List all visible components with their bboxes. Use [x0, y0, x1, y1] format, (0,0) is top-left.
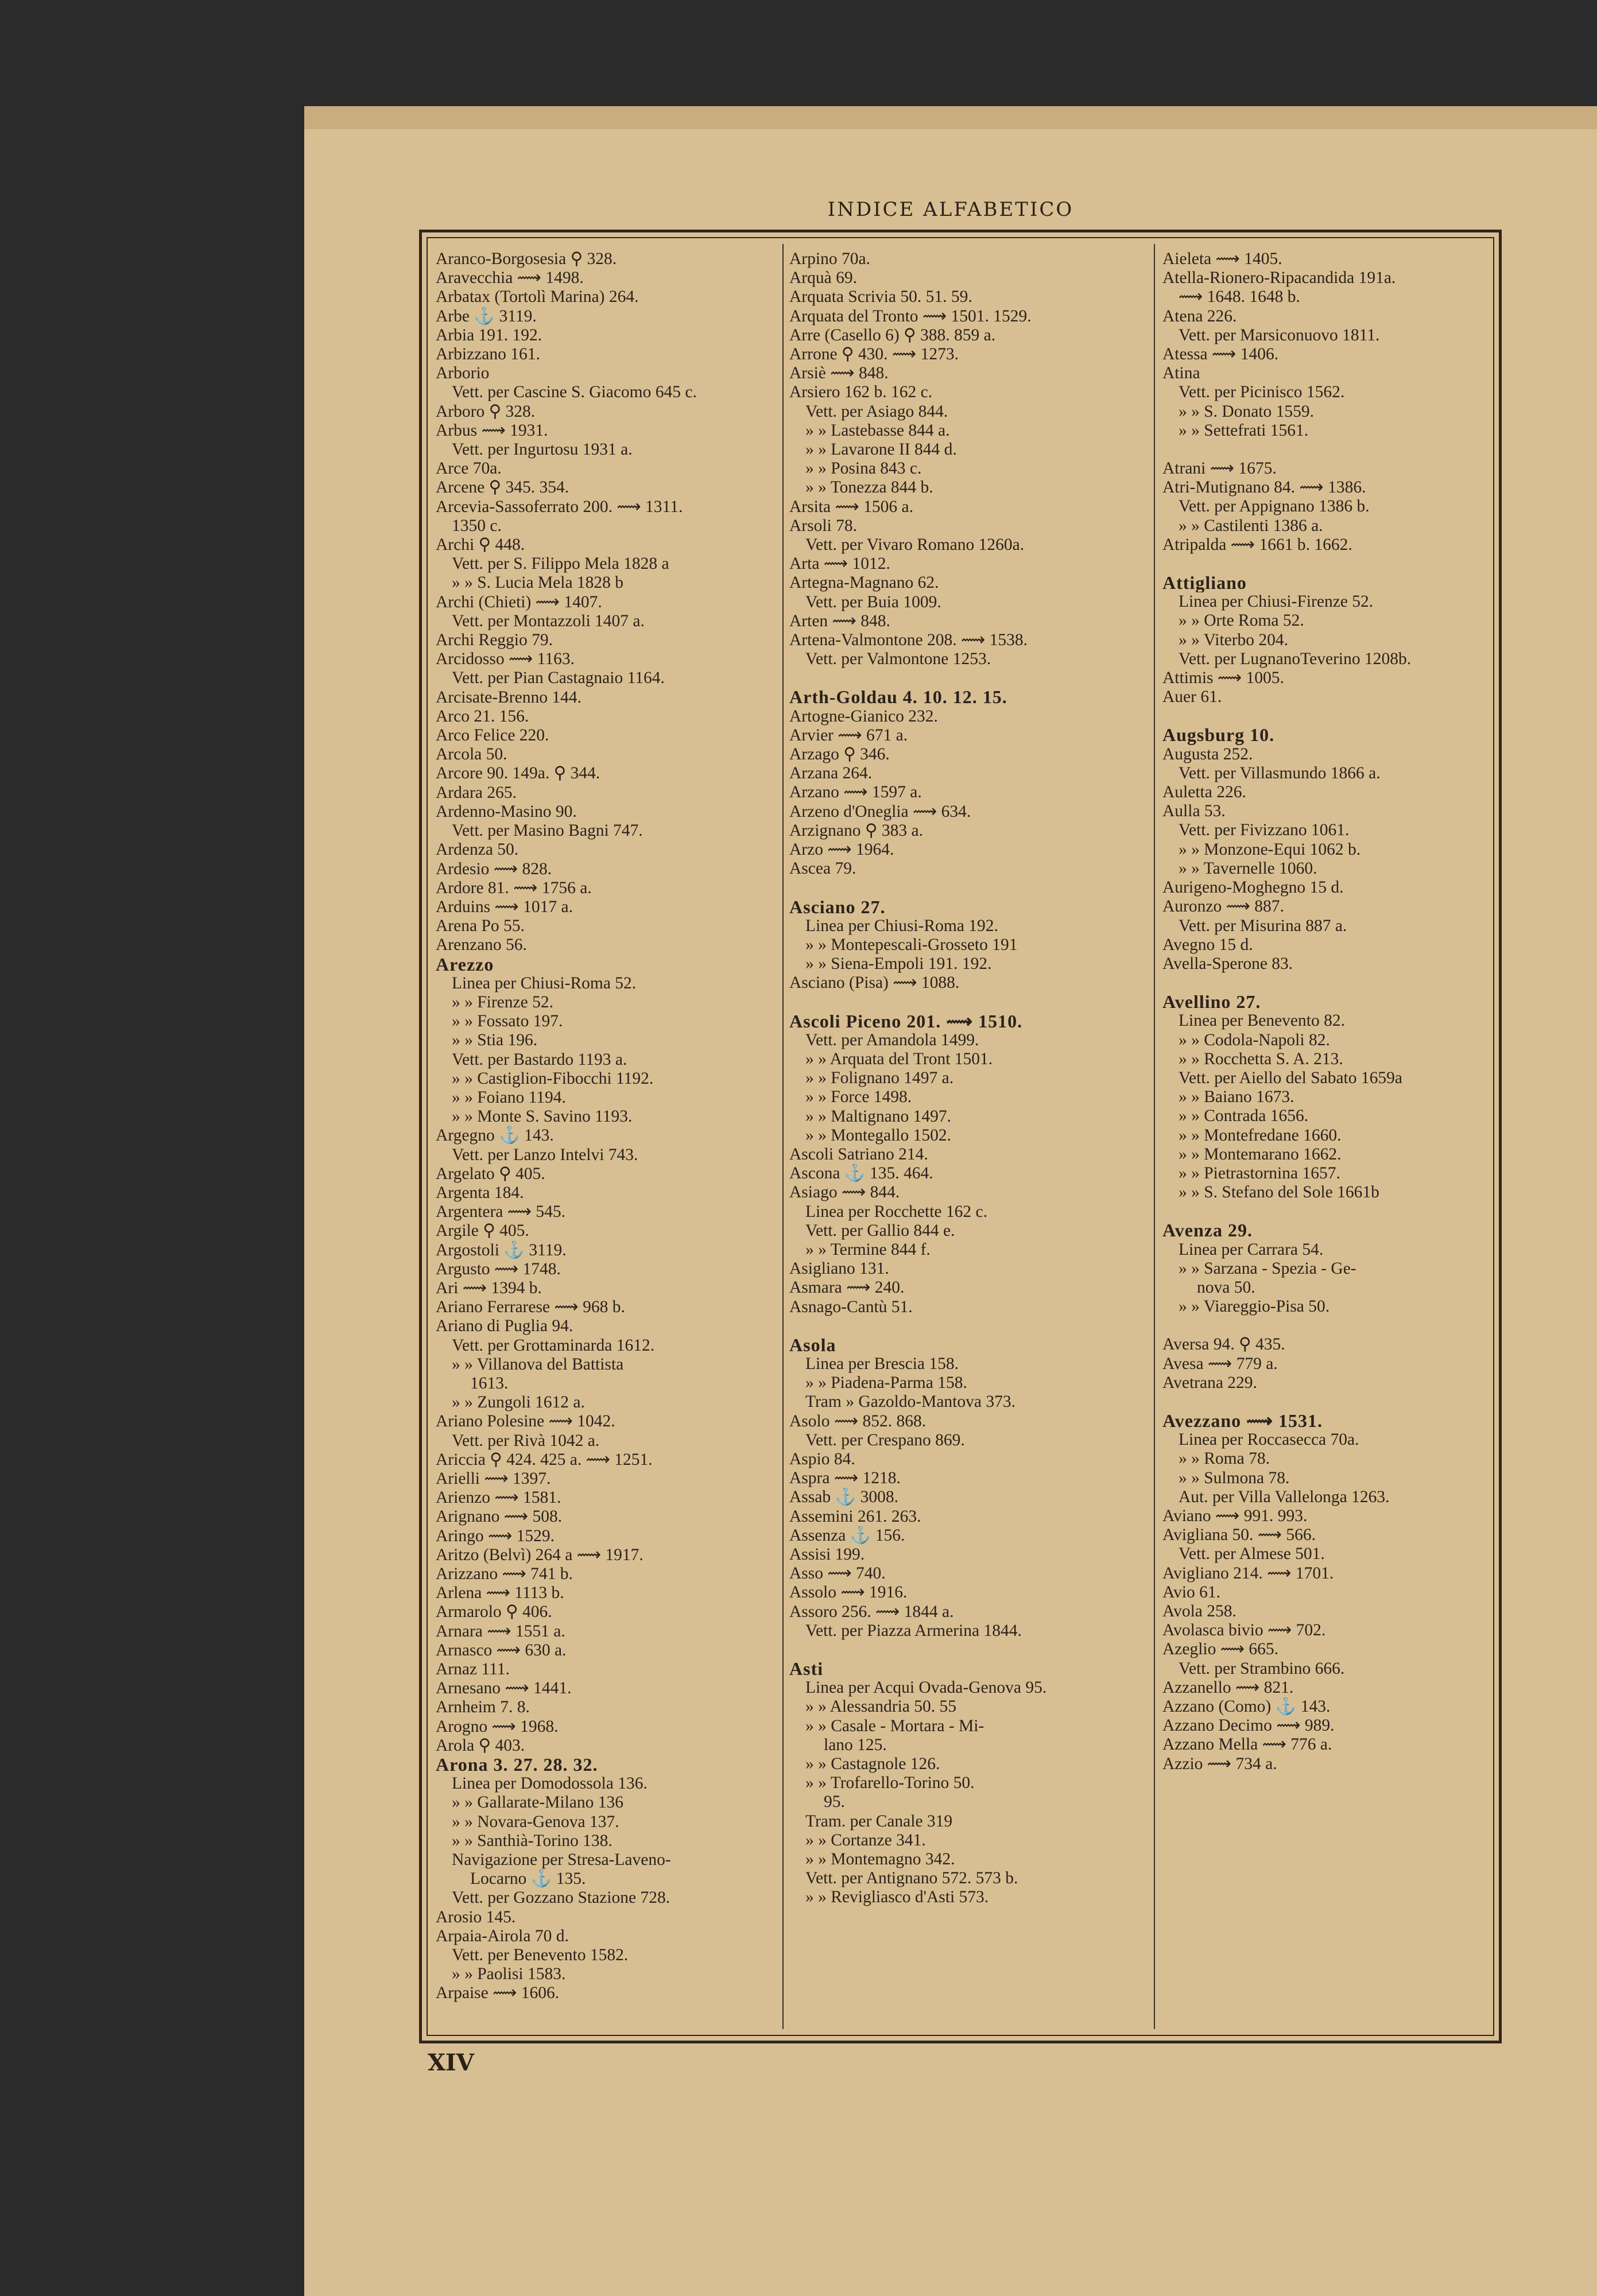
index-entry: Atri-Mutignano 84. ⟿ 1386. — [1162, 478, 1366, 497]
index-entry: Arola ⚲ 403. — [436, 1736, 525, 1755]
index-entry: » » Piadena-Parma 158. — [805, 1374, 967, 1393]
index-entry: Ascea 79. — [789, 859, 856, 878]
index-entry: Aranco-Borgosesia ⚲ 328. — [436, 250, 617, 268]
index-entry: » » Maltignano 1497. — [805, 1107, 952, 1126]
index-entry: Ascona ⚓ 135. 464. — [789, 1164, 933, 1183]
index-entry: Avella-Sperone 83. — [1162, 954, 1293, 973]
page-header: INDICE ALFABETICO — [827, 198, 1074, 221]
index-entry: » » S. Lucia Mela 1828 b — [452, 573, 624, 592]
index-entry: Vett. per Pian Castagnaio 1164. — [452, 669, 665, 688]
index-entry: Tram » Gazoldo-Mantova 373. — [805, 1393, 1015, 1411]
index-entry: Arco 21. 156. — [436, 707, 529, 726]
index-entry: Atessa ⟿ 1406. — [1162, 345, 1279, 364]
index-entry: Asola — [789, 1335, 836, 1355]
index-entry: 1350 c. — [452, 516, 502, 535]
index-entry: Arquata del Tronto ⟿ 1501. 1529. — [789, 307, 1032, 325]
index-entry: Vett. per S. Filippo Mela 1828 a — [452, 554, 669, 573]
index-entry: Avetrana 229. — [1162, 1373, 1257, 1392]
index-entry: » » Castilenti 1386 a. — [1179, 516, 1323, 535]
index-entry: » » Sulmona 78. — [1179, 1468, 1290, 1487]
index-entry: Avesa ⟿ 779 a. — [1162, 1354, 1278, 1373]
index-entry: Avolasca bivio ⟿ 702. — [1162, 1621, 1326, 1640]
index-entry: Arcene ⚲ 345. 354. — [436, 478, 569, 497]
index-entry: » » Viareggio-Pisa 50. — [1179, 1297, 1330, 1316]
index-entry: » » Montepescali-Grosseto 191 — [805, 935, 1018, 954]
index-entry: Arborio — [436, 364, 490, 383]
index-entry: Linea per Rocchette 162 c. — [805, 1202, 987, 1221]
index-entry: » » Settefrati 1561. — [1179, 421, 1309, 440]
index-entry: » » Montemagno 342. — [805, 1850, 955, 1869]
index-entry: Arosio 145. — [436, 1907, 516, 1926]
index-entry — [1162, 440, 1484, 459]
index-entry: Aravecchia ⟿ 1498. — [436, 269, 584, 288]
index-entry: Assolo ⟿ 1916. — [789, 1583, 908, 1602]
index-entry: » » Zungoli 1612 a. — [452, 1393, 585, 1412]
index-entry: » » Contrada 1656. — [1179, 1107, 1309, 1126]
index-entry: Avenza 29. — [1162, 1221, 1253, 1240]
index-entry: Avigliano 214. ⟿ 1701. — [1162, 1564, 1334, 1583]
index-entry: Assisi 199. — [789, 1545, 865, 1564]
index-entry: » » Tonezza 844 b. — [805, 478, 933, 497]
index-entry: Vett. per Piazza Armerina 1844. — [805, 1621, 1022, 1640]
index-entry: Augsburg 10. — [1162, 726, 1275, 745]
index-entry: Aut. per Villa Vallelonga 1263. — [1179, 1487, 1390, 1506]
index-entry: Arbizzano 161. — [436, 345, 540, 364]
index-entry: Ardesio ⟿ 828. — [436, 859, 552, 878]
index-entry: Auletta 226. — [1162, 783, 1246, 802]
index-entry: Aversa 94. ⚲ 435. — [1162, 1335, 1285, 1354]
index-entry: Arquà 69. — [789, 269, 857, 288]
index-entry: Vett. per Almese 501. — [1179, 1545, 1325, 1564]
index-entry — [1162, 1316, 1484, 1335]
index-entry: » » Pietrastornina 1657. — [1179, 1163, 1340, 1182]
index-entry: Vett. per Fivizzano 1061. — [1179, 821, 1350, 840]
index-entry: » » Siena-Empoli 191. 192. — [805, 955, 992, 974]
index-entry: Archi Reggio 79. — [436, 631, 553, 650]
index-entry: Arizzano ⟿ 741 b. — [436, 1565, 573, 1584]
index-entry: 95. — [824, 1793, 845, 1812]
index-entry: Arbatax (Tortolì Marina) 264. — [436, 288, 639, 307]
index-entry: Arezzo — [436, 955, 494, 974]
index-entry: Auer 61. — [1162, 688, 1222, 707]
index-entry: Atella-Rionero-Ripacandida 191a. — [1162, 269, 1396, 288]
index-entry: » » Viterbo 204. — [1179, 630, 1289, 649]
index-entry: Argostoli ⚓ 3119. — [436, 1240, 567, 1259]
index-entry: Arco Felice 220. — [436, 726, 549, 745]
index-entry: » » Paolisi 1583. — [452, 1965, 566, 1984]
index-column-1 — [436, 250, 774, 2029]
column-rule — [782, 244, 784, 2029]
index-entry: Arpaise ⟿ 1606. — [436, 1984, 560, 2003]
index-entry: Artogne-Gianico 232. — [789, 707, 938, 726]
index-entry: Vett. per Vivaro Romano 1260a. — [805, 536, 1025, 554]
index-entry: Artena-Valmontone 208. ⟿ 1538. — [789, 631, 1028, 650]
index-entry: Arnaz 111. — [436, 1660, 510, 1679]
index-entry — [789, 993, 1145, 1012]
index-entry: Arboro ⚲ 328. — [436, 402, 536, 421]
index-entry: Vett. per Masino Bagni 747. — [452, 821, 643, 840]
index-entry: Auronzo ⟿ 887. — [1162, 897, 1284, 916]
index-entry: Arpaia-Airola 70 d. — [436, 1926, 569, 1945]
index-entry: Ariano di Puglia 94. — [436, 1317, 573, 1336]
index-entry: Ari ⟿ 1394 b. — [436, 1278, 542, 1297]
index-entry: Argentera ⟿ 545. — [436, 1203, 566, 1221]
index-entry: Azzano Decimo ⟿ 989. — [1162, 1716, 1335, 1735]
index-entry: » » Firenze 52. — [452, 992, 553, 1011]
index-entry: Arlena ⟿ 1113 b. — [436, 1584, 564, 1603]
index-entry: Linea per Chiusi-Roma 192. — [805, 916, 998, 935]
index-entry: Avellino 27. — [1162, 992, 1261, 1012]
index-entry: Arona 3. 27. 28. 32. — [436, 1755, 598, 1775]
index-entry: Arbe ⚓ 3119. — [436, 307, 537, 325]
index-entry: Linea per Benevento 82. — [1179, 1011, 1345, 1030]
index-entry: Arienzo ⟿ 1581. — [436, 1488, 561, 1507]
index-entry: Assoro 256. ⟿ 1844 a. — [789, 1602, 954, 1621]
index-entry: Azzano Mella ⟿ 776 a. — [1162, 1735, 1332, 1754]
index-entry: Ardara 265. — [436, 783, 517, 802]
index-entry: » » Foiano 1194. — [452, 1088, 566, 1107]
index-entry: Vett. per Asiago 844. — [805, 402, 948, 421]
index-entry: Azzano (Como) ⚓ 143. — [1162, 1697, 1331, 1716]
index-entry: Vett. per Marsiconuovo 1811. — [1179, 325, 1380, 344]
index-entry — [789, 1317, 1145, 1336]
index-column-3 — [1162, 250, 1484, 2029]
index-entry: » » Trofarello-Torino 50. — [805, 1774, 975, 1793]
index-entry: Vett. per Benevento 1582. — [452, 1946, 629, 1965]
index-entry: Arzana 264. — [789, 764, 873, 783]
index-entry: Linea per Chiusi-Firenze 52. — [1179, 592, 1374, 611]
index-entry: Azzanello ⟿ 821. — [1162, 1678, 1294, 1697]
index-entry: Vett. per Buia 1009. — [805, 592, 941, 611]
index-entry: Vett. per Appignano 1386 b. — [1179, 497, 1370, 516]
index-entry: Vett. per LugnanoTeverino 1208b. — [1179, 649, 1412, 668]
index-entry: Aringo ⟿ 1529. — [436, 1526, 555, 1545]
index-entry: Aurigeno-Moghegno 15 d. — [1162, 878, 1344, 897]
index-entry: Arbia 191. 192. — [436, 325, 542, 344]
index-entry: » » Codola-Napoli 82. — [1179, 1030, 1330, 1049]
index-entry: Asciano 27. — [789, 897, 886, 917]
index-entry: Arsoli 78. — [789, 516, 857, 535]
index-entry: Arnasco ⟿ 630 a. — [436, 1640, 567, 1659]
index-entry: Arzignano ⚲ 383 a. — [789, 821, 923, 840]
index-entry: Vett. per Bastardo 1193 a. — [452, 1050, 627, 1069]
index-entry: Arsiero 162 b. 162 c. — [789, 383, 933, 402]
index-entry: » » Fossato 197. — [452, 1012, 563, 1031]
index-entry: Atena 226. — [1162, 307, 1237, 325]
index-entry: Asciano (Pisa) ⟿ 1088. — [789, 974, 960, 992]
index-entry: Vett. per Cascine S. Giacomo 645 c. — [452, 383, 697, 402]
column-rule — [1154, 244, 1155, 2029]
index-entry: Arbus ⟿ 1931. — [436, 421, 548, 440]
index-entry: Vett. per Valmontone 1253. — [805, 650, 991, 669]
index-entry: Linea per Acqui Ovada-Genova 95. — [805, 1678, 1047, 1697]
index-entry: Vett. per Gozzano Stazione 728. — [452, 1888, 670, 1907]
index-entry: Arcore 90. 149a. ⚲ 344. — [436, 764, 600, 783]
index-entry: Arquata Scrivia 50. 51. 59. — [789, 288, 972, 307]
index-entry: Aspio 84. — [789, 1449, 855, 1468]
index-entry: Argelato ⚲ 405. — [436, 1164, 545, 1183]
index-entry — [1162, 707, 1484, 726]
index-entry: Navigazione per Stresa-Laveno- — [452, 1851, 671, 1870]
index-entry: Atrani ⟿ 1675. — [1162, 459, 1277, 478]
index-entry — [1162, 554, 1484, 573]
index-entry: » » S. Donato 1559. — [1179, 402, 1314, 421]
index-entry: Atina — [1162, 364, 1200, 383]
index-entry: » » Santhià-Torino 138. — [452, 1831, 613, 1850]
index-entry: » » Sarzana - Spezia - Ge- — [1179, 1259, 1356, 1278]
index-entry: Augusta 252. — [1162, 744, 1253, 763]
index-entry: lano 125. — [824, 1735, 887, 1754]
index-entry: Ardenza 50. — [436, 840, 519, 859]
index-entry: Arzo ⟿ 1964. — [789, 840, 894, 859]
index-entry: Arsiè ⟿ 848. — [789, 364, 889, 383]
index-entry: Locarno ⚓ 135. — [470, 1870, 586, 1888]
index-entry: » » Lavarone II 844 d. — [805, 440, 957, 459]
index-entry: » » Folignano 1497 a. — [805, 1069, 954, 1088]
index-entry: Vett. per Villasmundo 1866 a. — [1179, 763, 1381, 782]
index-entry: Vett. per Grottaminarda 1612. — [452, 1336, 655, 1355]
index-entry: » » Castiglion-Fibocchi 1192. — [452, 1069, 654, 1088]
index-column-2 — [789, 250, 1145, 2029]
index-entry: Arcola 50. — [436, 745, 507, 764]
index-entry: Azzio ⟿ 734 a. — [1162, 1754, 1277, 1773]
index-entry: Vett. per Aiello del Sabato 1659a — [1179, 1068, 1402, 1087]
index-entry: Avezzano ⟿ 1531. — [1162, 1411, 1323, 1431]
index-entry: Asso ⟿ 740. — [789, 1564, 886, 1583]
index-entry: Arena Po 55. — [436, 917, 525, 936]
index-entry — [789, 1640, 1145, 1659]
index-entry: Aviano ⟿ 991. 993. — [1162, 1506, 1308, 1525]
index-entry: Aulla 53. — [1162, 802, 1226, 821]
index-entry: 1613. — [470, 1374, 509, 1393]
index-entry: Archi (Chieti) ⟿ 1407. — [436, 592, 602, 611]
index-entry: Avio 61. — [1162, 1583, 1221, 1601]
index-entry: » » Arquata del Tront 1501. — [805, 1049, 993, 1068]
index-entry: Arnesano ⟿ 1441. — [436, 1679, 572, 1698]
index-entry: Atripalda ⟿ 1661 b. 1662. — [1162, 535, 1352, 554]
index-entry: Avola 258. — [1162, 1602, 1236, 1620]
index-entry: » » Villanova del Battista — [452, 1355, 624, 1374]
page-number: XIV — [428, 2049, 474, 2076]
index-entry: Arnara ⟿ 1551 a. — [436, 1622, 565, 1640]
index-entry: » » Monzone-Equi 1062 b. — [1179, 840, 1361, 859]
index-entry: Vett. per Amandola 1499. — [805, 1030, 979, 1049]
index-entry: » » Castagnole 126. — [805, 1755, 940, 1774]
index-entry: Aritzo (Belvì) 264 a ⟿ 1917. — [436, 1545, 644, 1564]
index-entry: Tram. per Canale 319 — [805, 1812, 953, 1830]
index-entry: Arduins ⟿ 1017 a. — [436, 897, 573, 916]
index-entry: ⟿ 1648. 1648 b. — [1179, 288, 1300, 307]
index-entry: » » Montemarano 1662. — [1179, 1145, 1342, 1163]
index-entry: Vett. per Gallio 844 e. — [805, 1221, 955, 1240]
index-entry: » » Roma 78. — [1179, 1449, 1270, 1468]
index-entry: » » Gallarate-Milano 136 — [452, 1793, 624, 1812]
index-entry — [1162, 974, 1484, 992]
index-entry: Aieleta ⟿ 1405. — [1162, 250, 1282, 268]
index-entry: Arignano ⟿ 508. — [436, 1507, 563, 1526]
index-entry: Avigliana 50. ⟿ 566. — [1162, 1526, 1316, 1545]
index-entry: Asmara ⟿ 240. — [789, 1278, 905, 1297]
index-entry: Arre (Casello 6) ⚲ 388. 859 a. — [789, 325, 996, 344]
index-entry: Arzano ⟿ 1597 a. — [789, 783, 922, 802]
index-entry: » » Revigliasco d'Asti 573. — [805, 1888, 989, 1907]
index-entry: Linea per Brescia 158. — [805, 1354, 959, 1373]
index-entry: Vett. per Picinisco 1562. — [1179, 383, 1345, 402]
index-entry: Armarolo ⚲ 406. — [436, 1603, 552, 1622]
index-entry: Arten ⟿ 848. — [789, 611, 890, 630]
index-entry: Assemini 261. 263. — [789, 1507, 921, 1526]
index-entry: Asnago-Cantù 51. — [789, 1297, 913, 1316]
index-entry: Attimis ⟿ 1005. — [1162, 669, 1284, 688]
index-entry: Vett. per Misurina 887 a. — [1179, 916, 1347, 935]
index-entry: Arnheim 7. 8. — [436, 1698, 530, 1717]
index-entry: Vett. per Crespano 869. — [805, 1430, 965, 1449]
index-entry: Ariano Polesine ⟿ 1042. — [436, 1412, 615, 1431]
index-entry: Vett. per Rivà 1042 a. — [452, 1431, 600, 1450]
index-entry: Vett. per Montazzoli 1407 a. — [452, 611, 645, 630]
index-entry: Archi ⚲ 448. — [436, 536, 525, 554]
index-entry: Arsita ⟿ 1506 a. — [789, 497, 913, 516]
index-entry: Arzago ⚲ 346. — [789, 745, 890, 764]
index-entry: Argegno ⚓ 143. — [436, 1126, 554, 1145]
index-entry: Asigliano 131. — [789, 1259, 889, 1278]
index-entry: Ariano Ferrarese ⟿ 968 b. — [436, 1298, 625, 1317]
index-entry: » » Termine 844 f. — [805, 1240, 931, 1259]
index-entry: » » Orte Roma 52. — [1179, 611, 1304, 630]
index-entry — [789, 669, 1145, 688]
index-entry: Attigliano — [1162, 573, 1247, 593]
index-entry: Arcisate-Brenno 144. — [436, 688, 582, 707]
index-entry: Aspra ⟿ 1218. — [789, 1469, 901, 1488]
index-entry: Linea per Roccasecca 70a. — [1179, 1430, 1359, 1449]
index-entry: » » Posina 843 c. — [805, 459, 922, 478]
index-entry: Ardore 81. ⟿ 1756 a. — [436, 878, 592, 897]
index-entry: Asolo ⟿ 852. 868. — [789, 1411, 927, 1430]
index-entry: Vett. per Antignano 572. 573 b. — [805, 1869, 1018, 1888]
index-entry: Ascoli Piceno 201. ⟿ 1510. — [789, 1011, 1023, 1031]
index-entry: Assenza ⚓ 156. — [789, 1526, 905, 1545]
index-entry: Linea per Chiusi-Roma 52. — [452, 974, 637, 992]
index-entry: Argile ⚲ 405. — [436, 1221, 529, 1240]
index-entry: » » Cortanze 341. — [805, 1830, 926, 1849]
index-entry: Arpino 70a. — [789, 250, 870, 268]
index-entry: » » Stia 196. — [452, 1031, 538, 1050]
index-entry — [789, 879, 1145, 898]
index-entry: Vett. per Strambino 666. — [1179, 1659, 1345, 1678]
index-entry: » » Montefredane 1660. — [1179, 1126, 1342, 1145]
index-entry: Azeglio ⟿ 665. — [1162, 1640, 1279, 1659]
index-entry: » » Baiano 1673. — [1179, 1088, 1294, 1107]
index-entry: Arielli ⟿ 1397. — [436, 1469, 551, 1488]
index-entry: Arcevia-Sassoferrato 200. ⟿ 1311. — [436, 497, 683, 516]
index-entry: » » Rocchetta S. A. 213. — [1179, 1049, 1343, 1068]
index-entry: Arenzano 56. — [436, 936, 527, 955]
index-entry: » » Force 1498. — [805, 1088, 912, 1107]
index-entry: Linea per Domodossola 136. — [452, 1774, 648, 1793]
index-entry: Vett. per Lanzo Intelvi 743. — [452, 1145, 638, 1164]
index-entry: Linea per Carrara 54. — [1179, 1240, 1324, 1259]
index-entry: Vett. per Ingurtosu 1931 a. — [452, 440, 633, 459]
index-entry: » » Montegallo 1502. — [805, 1126, 952, 1145]
index-entry: Ariccia ⚲ 424. 425 a. ⟿ 1251. — [436, 1450, 653, 1469]
index-entry: Arogno ⟿ 1968. — [436, 1717, 559, 1736]
index-entry: » » Lastebasse 844 a. — [805, 421, 950, 440]
index-entry: » » S. Stefano del Sole 1661b — [1179, 1183, 1379, 1202]
index-entry: Argenta 184. — [436, 1183, 524, 1202]
index-entry: Arta ⟿ 1012. — [789, 554, 890, 573]
index-entry: Arce 70a. — [436, 459, 502, 478]
index-entry: Asti — [789, 1659, 824, 1679]
index-frame — [419, 230, 1502, 2043]
index-page — [304, 106, 1597, 2296]
index-entry: Avegno 15 d. — [1162, 935, 1253, 954]
index-entry: Arrone ⚲ 430. ⟿ 1273. — [789, 345, 959, 364]
index-entry: Argusto ⟿ 1748. — [436, 1259, 561, 1278]
index-entry: Ardenno-Masino 90. — [436, 802, 577, 821]
index-entry: Arth-Goldau 4. 10. 12. 15. — [789, 688, 1007, 707]
index-entry: » » Monte S. Savino 1193. — [452, 1107, 633, 1126]
index-entry: nova 50. — [1197, 1278, 1255, 1297]
index-entry: Ascoli Satriano 214. — [789, 1145, 928, 1163]
index-entry: Arcidosso ⟿ 1163. — [436, 650, 575, 669]
index-entry: » » Alessandria 50. 55 — [805, 1697, 957, 1716]
index-entry: Arvier ⟿ 671 a. — [789, 726, 908, 744]
index-entry: » » Novara-Genova 137. — [452, 1812, 619, 1831]
index-entry — [1162, 1202, 1484, 1221]
index-entry: Assab ⚓ 3008. — [789, 1488, 898, 1507]
index-entry: Artegna-Magnano 62. — [789, 573, 939, 592]
index-entry: Asiago ⟿ 844. — [789, 1183, 900, 1202]
index-entry: » » Tavernelle 1060. — [1179, 859, 1317, 878]
index-entry: Arzeno d'Oneglia ⟿ 634. — [789, 802, 971, 821]
index-entry: » » Casale - Mortara - Mi- — [805, 1716, 984, 1735]
index-entry — [1162, 1393, 1484, 1411]
